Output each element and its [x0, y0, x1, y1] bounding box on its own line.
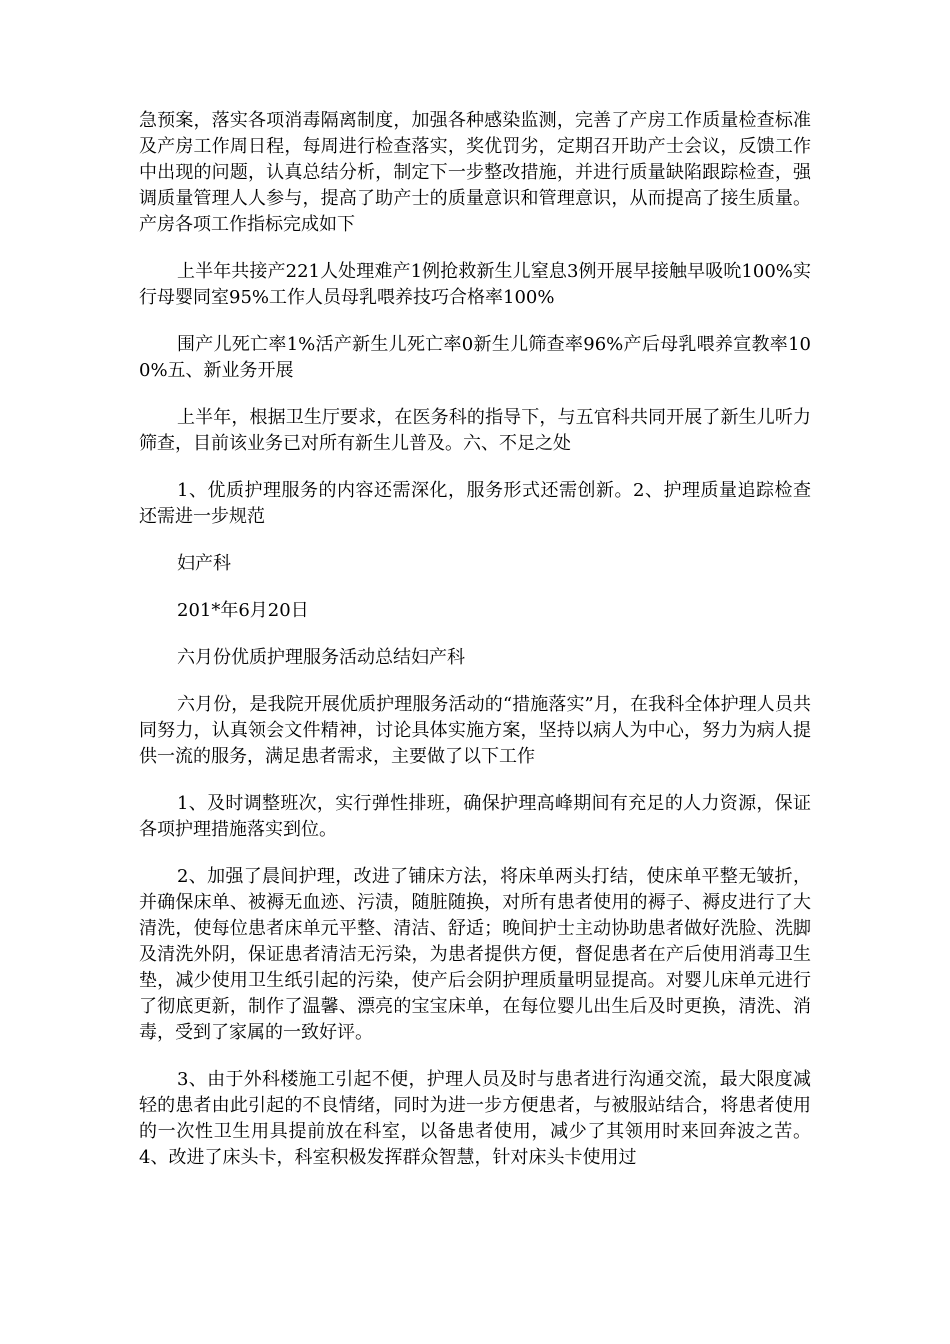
paragraph-continuation: 急预案，落实各项消毒隔离制度，加强各种感染监测，完善了产房工作质量检查标准及产房工作周日程，每周进行检查落实，奖优罚劣，定期召开助产士会议，反馈工作中出现的问题，认真总结分析，制定下一步整改措施，并进行质量缺陷跟踪检查，强调质量管理人人参与，提高了助产士的质量意识和管理意识，从而提高了接生质量。产房各项工作指标完成如下	[139, 110, 811, 235]
section-title: 六月份优质护理服务活动总结妇产科	[177, 647, 465, 668]
paragraph-item-1: 1、及时调整班次，实行弹性排班，确保护理高峰期间有充足的人力资源，保证各项护理措施落实到位。	[139, 793, 811, 840]
paragraph-item-3: 3、由于外科楼施工引起不便，护理人员及时与患者进行沟通交流，最大限度减轻的患者由此引起的不良情绪，同时为进一步方便患者，与被服站结合，将患者使用的一次性卫生用具提前放在科室，以备患者使用，减少了其领用时来回奔波之苦。4、改进了床头卡，科室积极发挥群众智慧，针对床头卡使用过	[139, 1069, 811, 1168]
paragraph-shortcomings: 1、优质护理服务的内容还需深化，服务形式还需创新。2、护理质量追踪检查还需进一步规范	[139, 480, 811, 527]
paragraph-new-services: 上半年，根据卫生厅要求，在医务科的指导下，与五官科共同开展了新生儿听力筛查，目前该业务已对所有新生儿普及。六、不足之处	[139, 407, 811, 454]
signature-department: 妇产科	[177, 553, 231, 574]
paragraph-intro: 六月份，是我院开展优质护理服务活动的“措施落实”月，在我科全体护理人员共同努力，认真领会文件精神，讨论具体实施方案，坚持以病人为中心，努力为病人提供一流的服务，满足患者需求，主要做了以下工作	[139, 694, 811, 767]
signature-date: 201*年6月20日	[177, 600, 309, 621]
paragraph-delivery-stats: 上半年共接产221人处理难产1例抢救新生儿窒息3例开展早接触早吸吮100%实行母婴同室95%工作人员母乳喂养技巧合格率100%	[139, 261, 811, 308]
document-page	[139, 108, 811, 1192]
paragraph-mortality-stats: 围产儿死亡率1%活产新生儿死亡率0新生儿筛查率96%产后母乳喂养宣教率100%五、新业务开展	[139, 334, 811, 381]
paragraph-item-2: 2、加强了晨间护理，改进了铺床方法，将床单两头打结，使床单平整无皱折，并确保床单、被褥无血迹、污渍，随脏随换，对所有患者使用的褥子、褥皮进行了大清洗，使每位患者床单元平整、清洁、舒适；晚间护士主动协助患者做好洗脸、洗脚及清洗外阴，保证患者清洁无污染，为患者提供方便，督促患者在产后使用消毒卫生垫，减少使用卫生纸引起的污染，使产后会阴护理质量明显提高。对婴儿床单元进行了彻底更新，制作了温馨、漂亮的宝宝床单，在每位婴儿出生后及时更换，清洗、消毒，受到了家属的一致好评。	[139, 866, 811, 1043]
